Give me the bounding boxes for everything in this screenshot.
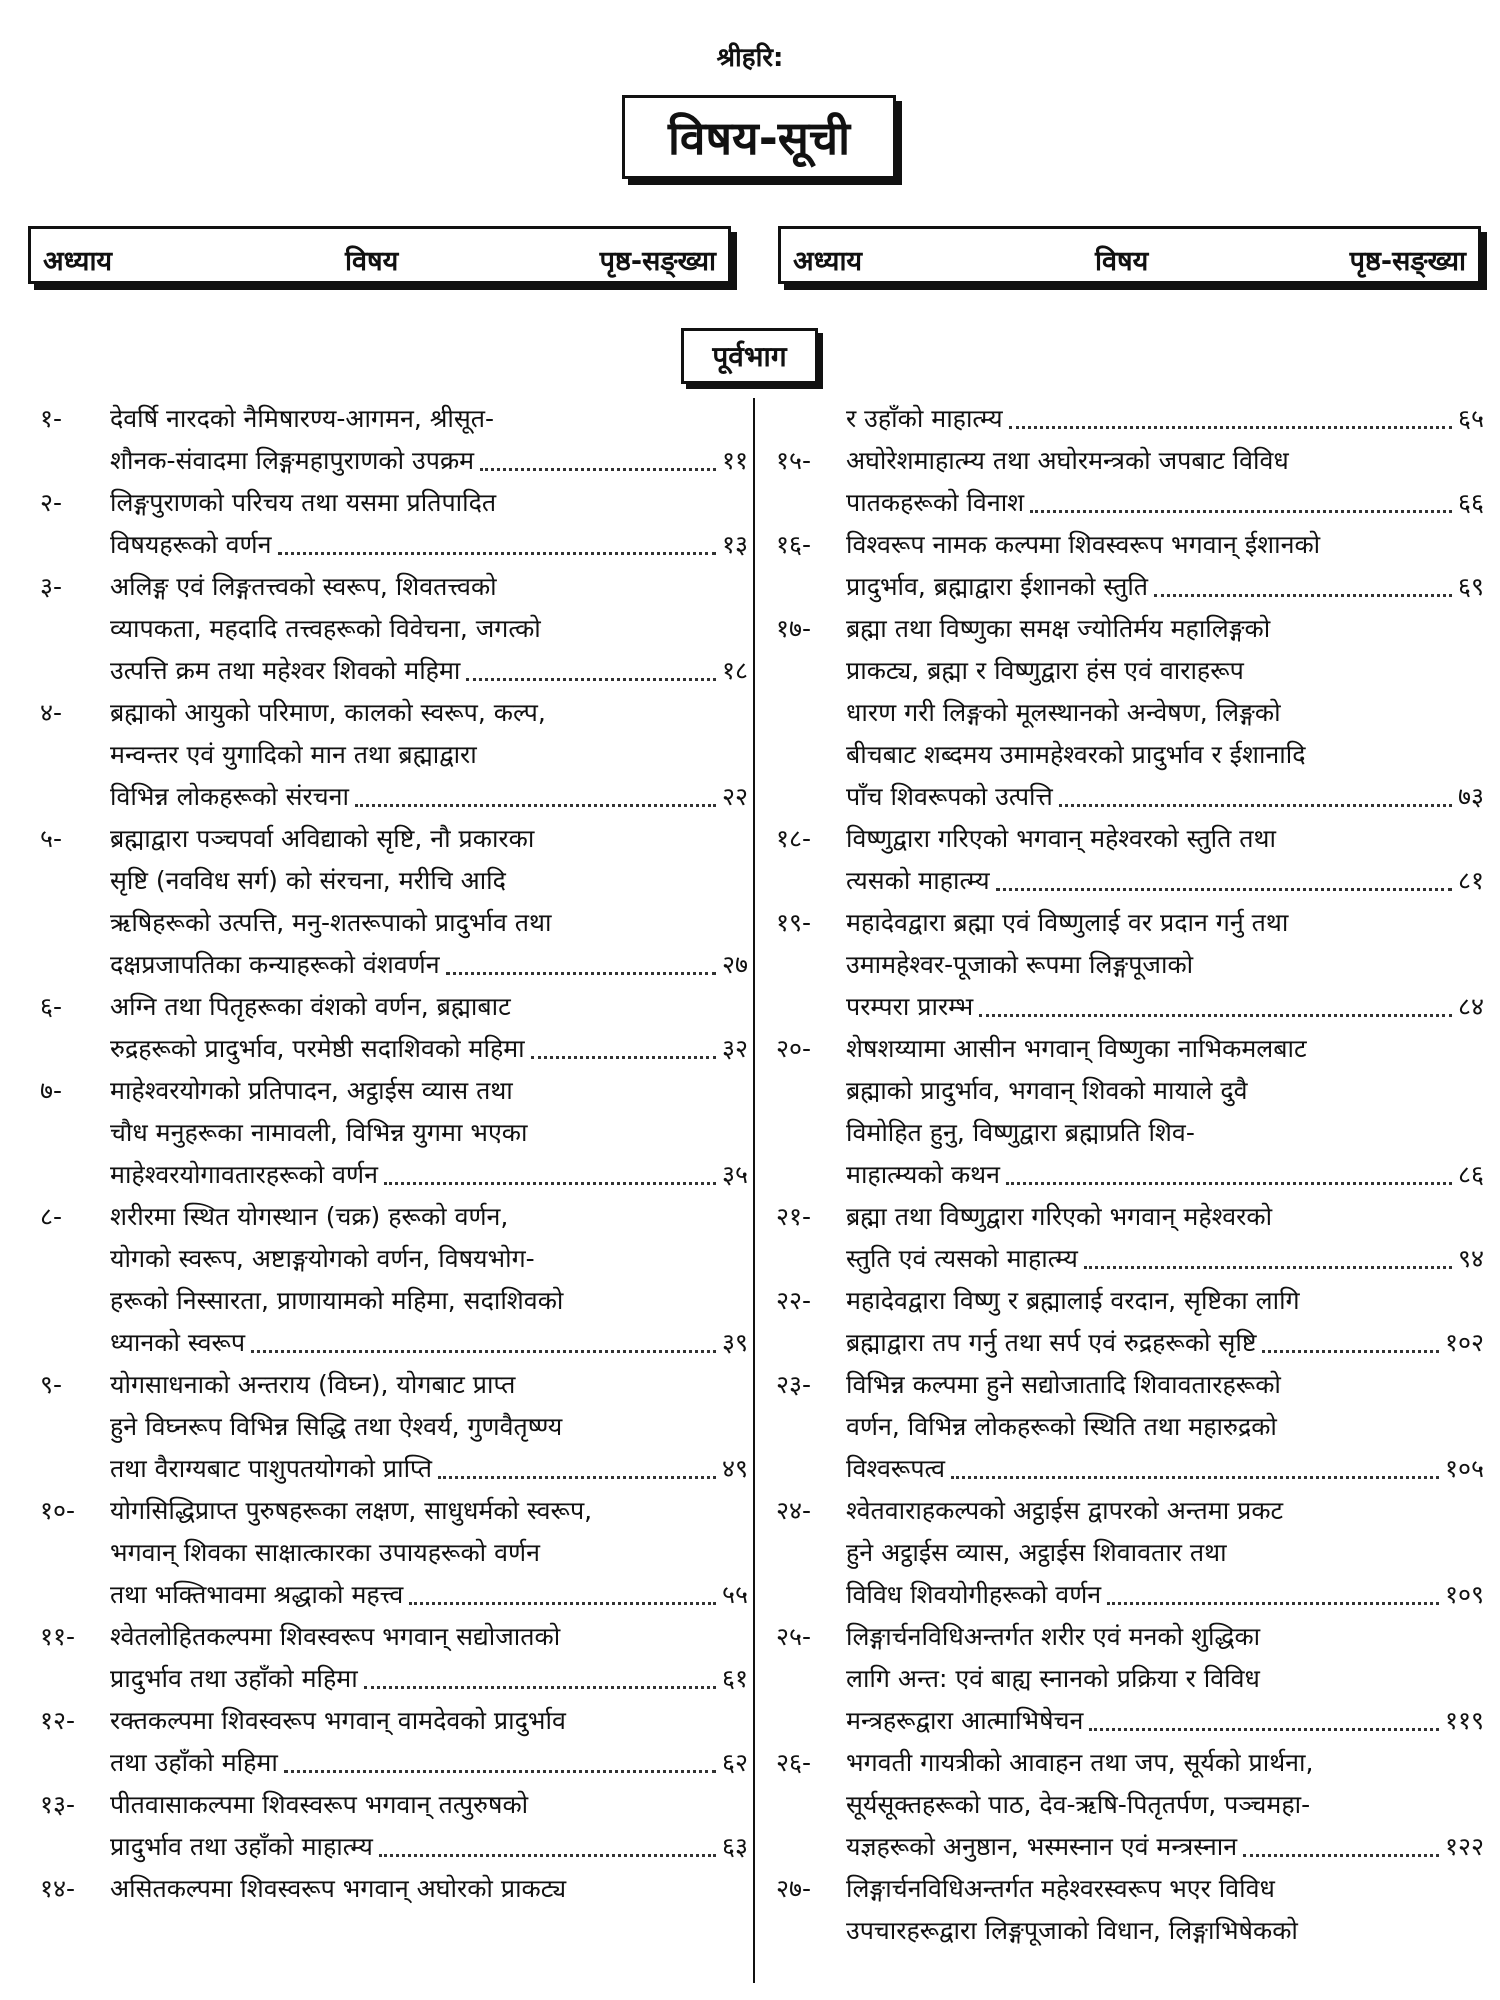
page-number: ८६: [1457, 1160, 1484, 1189]
entry-text-line: त्यसको माहात्म्य: [846, 866, 990, 895]
chapter-number: १६-: [776, 530, 812, 559]
page-title: विषय-सूची: [622, 95, 896, 179]
entry-last-line: [846, 1700, 1484, 1742]
entry-last-line: [846, 1826, 1484, 1868]
entry-last-line: [846, 986, 1484, 1028]
entry-text-line: शेषशय्यामा आसीन भगवान् विष्णुका नाभिकमलबाट: [846, 1034, 1307, 1063]
entry-text-line: सूर्यसूक्तहरूको पाठ, देव-ऋषि-पितृतर्पण, पञ्चमहा-: [846, 1790, 1311, 1819]
toc-entry: [40, 818, 748, 986]
entry-last-line: [846, 1448, 1484, 1490]
entry-text-line: असितकल्पमा शिवस्वरूप भगवान् अघोरको प्राकट्य: [110, 1874, 567, 1903]
dot-leader: [979, 986, 1452, 1017]
entry-last-line: [110, 524, 748, 566]
header-page-label: पृष्ठ-सङ्ख्या: [1349, 246, 1466, 277]
chapter-number: २७-: [776, 1874, 812, 1903]
section-heading: पूर्वभाग: [681, 328, 818, 384]
page-number: ११९: [1444, 1706, 1484, 1735]
page-number: ३२: [721, 1034, 748, 1063]
entry-last-line: [110, 1826, 748, 1868]
entry-text-line: हुने विघ्नरूप विभिन्न सिद्धि तथा ऐश्वर्य, गुणवैतृष्ण्य: [110, 1412, 563, 1441]
entry-text-line: धारण गरी लिङ्गको मूलस्थानको अन्वेषण, लिङ्गको: [846, 698, 1281, 727]
entry-text-line: प्रादुर्भाव तथा उहाँको माहात्म्य: [110, 1832, 373, 1861]
entry-text-line: विश्वरूपत्व: [846, 1454, 946, 1483]
page-number: ३५: [721, 1160, 748, 1189]
entry-text-line: विभिन्न लोकहरूको संरचना: [110, 782, 349, 811]
chapter-number: ८-: [40, 1202, 63, 1231]
entry-last-line: [846, 1574, 1484, 1616]
dot-leader: [951, 1448, 1439, 1479]
entry-text-line: सृष्टि (नवविध सर्ग) को संरचना, मरीचि आदि: [110, 866, 506, 895]
dot-leader: [446, 944, 716, 975]
entry-text-line: उत्पत्ति क्रम तथा महेश्वर शिवको महिमा: [110, 656, 461, 685]
dot-leader: [1059, 776, 1452, 807]
entry-text-line: महादेवद्वारा ब्रह्मा एवं विष्णुलाई वर प्रदान गर्नु तथा: [846, 908, 1289, 937]
entry-text-line: व्यापकता, महदादि तत्त्वहरूको विवेचना, जगत्को: [110, 614, 541, 643]
entry-text-line: अग्नि तथा पितृहरूका वंशको वर्णन, ब्रह्माबाट: [110, 992, 511, 1021]
entry-text-line: विश्वरूप नामक कल्पमा शिवस्वरूप भगवान् ईशानको: [846, 530, 1321, 559]
chapter-number: २१-: [776, 1202, 812, 1231]
dot-leader: [355, 776, 716, 807]
entry-last-line: [846, 1154, 1484, 1196]
chapter-number: १८-: [776, 824, 812, 853]
dot-leader: [1006, 1154, 1452, 1185]
toc-entry: [776, 1280, 1484, 1364]
toc-entry: [776, 398, 1484, 440]
entry-last-line: [110, 650, 748, 692]
toc-entry: [776, 1616, 1484, 1742]
dot-leader: [1243, 1826, 1439, 1857]
toc-entry: [40, 1490, 748, 1616]
entry-text-line: विभिन्न कल्पमा हुने सद्योजातादि शिवावतारहरूको: [846, 1370, 1281, 1399]
column-header-right: [778, 226, 1481, 284]
toc-column-right: [776, 398, 1484, 1952]
page-number: २७: [721, 950, 748, 979]
dot-leader: [466, 650, 716, 681]
chapter-number: १९-: [776, 908, 812, 937]
chapter-number: १५-: [776, 446, 812, 475]
entry-text-line: हुने अट्ठाईस व्यास, अट्ठाईस शिवावतार तथा: [846, 1538, 1227, 1567]
entry-last-line: [846, 1238, 1484, 1280]
dot-leader: [1089, 1700, 1439, 1731]
chapter-number: २४-: [776, 1496, 812, 1525]
dot-leader: [384, 1154, 716, 1185]
page-number: ९४: [1457, 1244, 1484, 1273]
entry-text-line: बीचबाट शब्दमय उमामहेश्वरको प्रादुर्भाव र ईशानादि: [846, 740, 1306, 769]
entry-text-line: लिङ्गपुराणको परिचय तथा यसमा प्रतिपादित: [110, 488, 497, 517]
entry-text-line: माहेश्वरयोगको प्रतिपादन, अट्ठाईस व्यास तथा: [110, 1076, 513, 1105]
chapter-number: ११-: [40, 1622, 76, 1651]
entry-text-line: योगसिद्धिप्राप्त पुरुषहरूका लक्षण, साधुधर्मको स्वरूप,: [110, 1496, 593, 1525]
entry-text-line: मन्वन्तर एवं युगादिको मान तथा ब्रह्माद्वारा: [110, 740, 477, 769]
page-number: १०९: [1444, 1580, 1484, 1609]
page-number: १०२: [1444, 1328, 1484, 1357]
chapter-number: २२-: [776, 1286, 812, 1315]
toc-entry: [776, 818, 1484, 902]
chapter-number: २६-: [776, 1748, 812, 1777]
entry-text-line: प्रादुर्भाव, ब्रह्माद्वारा ईशानको स्तुति: [846, 572, 1149, 601]
toc-entry: [40, 1364, 748, 1490]
toc-entry: [776, 1868, 1484, 1952]
entry-text-line: पीतवासाकल्पमा शिवस्वरूप भगवान् तत्पुरुषको: [110, 1790, 529, 1819]
entry-text-line: चौध मनुहरूका नामावली, विभिन्न युगमा भएका: [110, 1118, 528, 1147]
entry-text-line: रक्तकल्पमा शिवस्वरूप भगवान् वामदेवको प्रादुर्भाव: [110, 1706, 566, 1735]
page-number: १८: [721, 656, 748, 685]
chapter-number: ५-: [40, 824, 63, 853]
page-number: १०५: [1444, 1454, 1484, 1483]
toc-entry: [776, 608, 1484, 818]
chapter-number: ४-: [40, 698, 63, 727]
header-subject-label: विषय: [1095, 246, 1149, 277]
entry-text-line: श्वेतलोहितकल्पमा शिवस्वरूप भगवान् सद्योजातको: [110, 1622, 561, 1651]
chapter-number: ३-: [40, 572, 63, 601]
entry-text-line: शौनक-संवादमा लिङ्गमहापुराणको उपक्रम: [110, 446, 475, 475]
chapter-number: ७-: [40, 1076, 63, 1105]
entry-text-line: स्तुति एवं त्यसको माहात्म्य: [846, 1244, 1078, 1273]
page-number: ६२: [721, 1748, 748, 1777]
chapter-number: १०-: [40, 1496, 76, 1525]
page-number: ८४: [1457, 992, 1484, 1021]
toc-entry: [776, 1028, 1484, 1196]
toc-entry: [776, 1364, 1484, 1490]
entry-text-line: उपचारहरूद्वारा लिङ्गपूजाको विधान, लिङ्गाभिषेकको: [846, 1916, 1298, 1945]
entry-text-line: तथा उहाँको महिमा: [110, 1748, 278, 1777]
entry-text-line: योगको स्वरूप, अष्टाङ्गयोगको वर्णन, विषयभोग-: [110, 1244, 535, 1273]
page-number: ६९: [1457, 572, 1484, 601]
entry-last-line: [110, 776, 748, 818]
dot-leader: [379, 1826, 716, 1857]
entry-text-line: विविध शिवयोगीहरूको वर्णन: [846, 1580, 1102, 1609]
entry-text-line: विष्णुद्वारा गरिएको भगवान् महेश्वरको स्तुति तथा: [846, 824, 1277, 853]
dot-leader: [1084, 1238, 1452, 1269]
entry-last-line: [846, 776, 1484, 818]
page-number: २२: [721, 782, 748, 811]
entry-text-line: अलिङ्ग एवं लिङ्गतत्त्वको स्वरूप, शिवतत्त्वको: [110, 572, 497, 601]
toc-entry: [776, 1742, 1484, 1868]
entry-last-line: [110, 1322, 748, 1364]
entry-text-line: योगसाधनाको अन्तराय (विघ्न), योगबाट प्राप्त: [110, 1370, 516, 1399]
entry-text-line: रुद्रहरूको प्रादुर्भाव, परमेष्ठी सदाशिवको महिमा: [110, 1034, 525, 1063]
chapter-number: २३-: [776, 1370, 812, 1399]
toc-entry: [40, 398, 748, 482]
page-number: १२२: [1444, 1832, 1484, 1861]
toc-entry: [40, 986, 748, 1070]
toc-entry: [40, 692, 748, 818]
entry-text-line: यज्ञहरूको अनुष्ठान, भस्मस्नान एवं मन्त्रस्नान: [846, 1832, 1238, 1861]
entry-text-line: वर्णन, विभिन्न लोकहरूको स्थिति तथा महारुद्रको: [846, 1412, 1277, 1441]
entry-text-line: भगवती गायत्रीको आवाहन तथा जप, सूर्यको प्रार्थना,: [846, 1748, 1314, 1777]
header-chapter-label: अध्याय: [793, 246, 863, 277]
entry-last-line: [110, 1154, 748, 1196]
toc-entry: [40, 566, 748, 692]
page-number: ११: [721, 446, 748, 475]
entry-last-line: [846, 860, 1484, 902]
column-header-left: [28, 226, 731, 284]
dot-leader: [1262, 1322, 1439, 1353]
entry-last-line: [110, 1658, 748, 1700]
dot-leader: [364, 1658, 716, 1689]
toc-entry: [40, 1700, 748, 1784]
entry-text-line: तथा वैराग्यबाट पाशुपतयोगको प्राप्ति: [110, 1454, 432, 1483]
page-number: ६५: [1457, 404, 1484, 433]
entry-last-line: [846, 1322, 1484, 1364]
entry-text-line: अघोरेशमाहात्म्य तथा अघोरमन्त्रको जपबाट विविध: [846, 446, 1289, 475]
entry-text-line: पातकहरूको विनाश: [846, 488, 1025, 517]
entry-text-line: पाँच शिवरूपको उत्पत्ति: [846, 782, 1053, 811]
entry-text-line: देवर्षि नारदको नैमिषारण्य-आगमन, श्रीसूत-: [110, 404, 495, 433]
toc-entry: [40, 1868, 748, 1910]
chapter-number: ६-: [40, 992, 63, 1021]
entry-text-line: विषयहरूको वर्णन: [110, 530, 272, 559]
entry-last-line: [110, 1448, 748, 1490]
chapter-number: २५-: [776, 1622, 812, 1651]
entry-text-line: परम्परा प्रारम्भ: [846, 992, 974, 1021]
entry-last-line: [846, 566, 1484, 608]
dot-leader: [480, 440, 716, 471]
page-number: १३: [721, 530, 748, 559]
entry-text-line: उमामहेश्वर-पूजाको रूपमा लिङ्गपूजाको: [846, 950, 1194, 979]
toc-entry: [776, 1490, 1484, 1616]
header-page-label: पृष्ठ-सङ्ख्या: [599, 246, 716, 277]
entry-text-line: मन्त्रहरूद्वारा आत्माभिषेचन: [846, 1706, 1084, 1735]
dot-leader: [438, 1448, 716, 1479]
entry-text-line: महादेवद्वारा विष्णु र ब्रह्मालाई वरदान, सृष्टिका लागि: [846, 1286, 1300, 1315]
entry-text-line: ब्रह्मा तथा विष्णुका समक्ष ज्योतिर्मय महालिङ्गको: [846, 614, 1271, 643]
chapter-number: १३-: [40, 1790, 76, 1819]
entry-text-line: ब्रह्मा तथा विष्णुद्वारा गरिएको भगवान् महेश्वरको: [846, 1202, 1273, 1231]
entry-text-line: शरीरमा स्थित योगस्थान (चक्र) हरूको वर्णन,: [110, 1202, 509, 1231]
entry-text-line: भगवान् शिवका साक्षात्कारका उपायहरूको वर्णन: [110, 1538, 540, 1567]
entry-text-line: प्रादुर्भाव तथा उहाँको महिमा: [110, 1664, 358, 1693]
dot-leader: [1009, 398, 1452, 429]
entry-text-line: दक्षप्रजापतिका कन्याहरूको वंशवर्णन: [110, 950, 440, 979]
page-number: ६३: [721, 1832, 748, 1861]
page-number: ५५: [721, 1580, 748, 1609]
entry-text-line: हरूको निस्सारता, प्राणायामको महिमा, सदाशिवको: [110, 1286, 564, 1315]
chapter-number: २०-: [776, 1034, 812, 1063]
dot-leader: [409, 1574, 716, 1605]
page-number: ६६: [1457, 488, 1484, 517]
entry-text-line: माहात्म्यको कथन: [846, 1160, 1000, 1189]
chapter-number: ९-: [40, 1370, 63, 1399]
entry-last-line: [110, 440, 748, 482]
column-divider: [753, 398, 755, 1983]
entry-text-line: माहेश्वरयोगावतारहरूको वर्णन: [110, 1160, 378, 1189]
dot-leader: [1030, 482, 1452, 513]
toc-entry: [40, 1196, 748, 1364]
page-number: ४९: [721, 1454, 748, 1483]
chapter-number: १-: [40, 404, 63, 433]
chapter-number: २-: [40, 488, 63, 517]
dot-leader: [278, 524, 716, 555]
chapter-number: १७-: [776, 614, 812, 643]
entry-last-line: [110, 1742, 748, 1784]
entry-text-line: श्वेतवाराहकल्पको अट्ठाईस द्वापरको अन्तमा प्रकट: [846, 1496, 1284, 1525]
entry-text-line: ऋषिहरूको उत्पत्ति, मनु-शतरूपाको प्रादुर्भाव तथा: [110, 908, 552, 937]
page-number: ७३: [1457, 782, 1484, 811]
entry-text-line: ब्रह्माको आयुको परिमाण, कालको स्वरूप, कल्प,: [110, 698, 546, 727]
toc-entry: [40, 482, 748, 566]
entry-text-line: ब्रह्माद्वारा पञ्चपर्वा अविद्याको सृष्टि, नौ प्रकारका: [110, 824, 535, 853]
page-number: ३९: [721, 1328, 748, 1357]
dot-leader: [531, 1028, 716, 1059]
header-chapter-label: अध्याय: [43, 246, 113, 277]
toc-entry: [40, 1784, 748, 1868]
entry-text-line: लिङ्गार्चनविधिअन्तर्गत शरीर एवं मनको शुद्धिका: [846, 1622, 1261, 1651]
toc-entry: [776, 1196, 1484, 1280]
entry-text-line: ध्यानको स्वरूप: [110, 1328, 246, 1357]
chapter-number: १२-: [40, 1706, 76, 1735]
entry-last-line: [110, 1574, 748, 1616]
entry-text-line: तथा भक्तिभावमा श्रद्धाको महत्त्व: [110, 1580, 404, 1609]
page-number: ६१: [721, 1664, 748, 1693]
header-subject-label: विषय: [345, 246, 399, 277]
toc-column-left: [40, 398, 748, 1910]
dot-leader: [251, 1322, 716, 1353]
toc-entry: [776, 440, 1484, 524]
toc-entry: [40, 1070, 748, 1196]
entry-last-line: [110, 1028, 748, 1070]
entry-text-line: लिङ्गार्चनविधिअन्तर्गत महेश्वरस्वरूप भएर विविध: [846, 1874, 1275, 1903]
dot-leader: [996, 860, 1452, 891]
entry-text-line: प्राकट्य, ब्रह्मा र विष्णुद्वारा हंस एवं वाराहरूप: [846, 656, 1244, 685]
entry-text-line: विमोहित हुनु, विष्णुद्वारा ब्रह्माप्रति शिव-: [846, 1118, 1195, 1147]
toc-entry: [40, 1616, 748, 1700]
page-number: ८१: [1457, 866, 1484, 895]
dot-leader: [1154, 566, 1452, 597]
entry-text-line: ब्रह्माको प्रादुर्भाव, भगवान् शिवको मायाले दुवै: [846, 1076, 1248, 1105]
entry-last-line: [846, 398, 1484, 440]
entry-last-line: [846, 482, 1484, 524]
chapter-number: १४-: [40, 1874, 76, 1903]
invocation-text: श्रीहरि:: [716, 43, 784, 73]
toc-entry: [776, 902, 1484, 1028]
entry-text-line: र उहाँको माहात्म्य: [846, 404, 1003, 433]
dot-leader: [284, 1742, 716, 1773]
entry-last-line: [110, 944, 748, 986]
toc-entry: [776, 524, 1484, 608]
entry-text-line: लागि अन्त: एवं बाह्य स्नानको प्रक्रिया र विविध: [846, 1664, 1260, 1693]
entry-text-line: ब्रह्माद्वारा तप गर्नु तथा सर्प एवं रुद्रहरूको सृष्टि: [846, 1328, 1257, 1357]
dot-leader: [1107, 1574, 1439, 1605]
